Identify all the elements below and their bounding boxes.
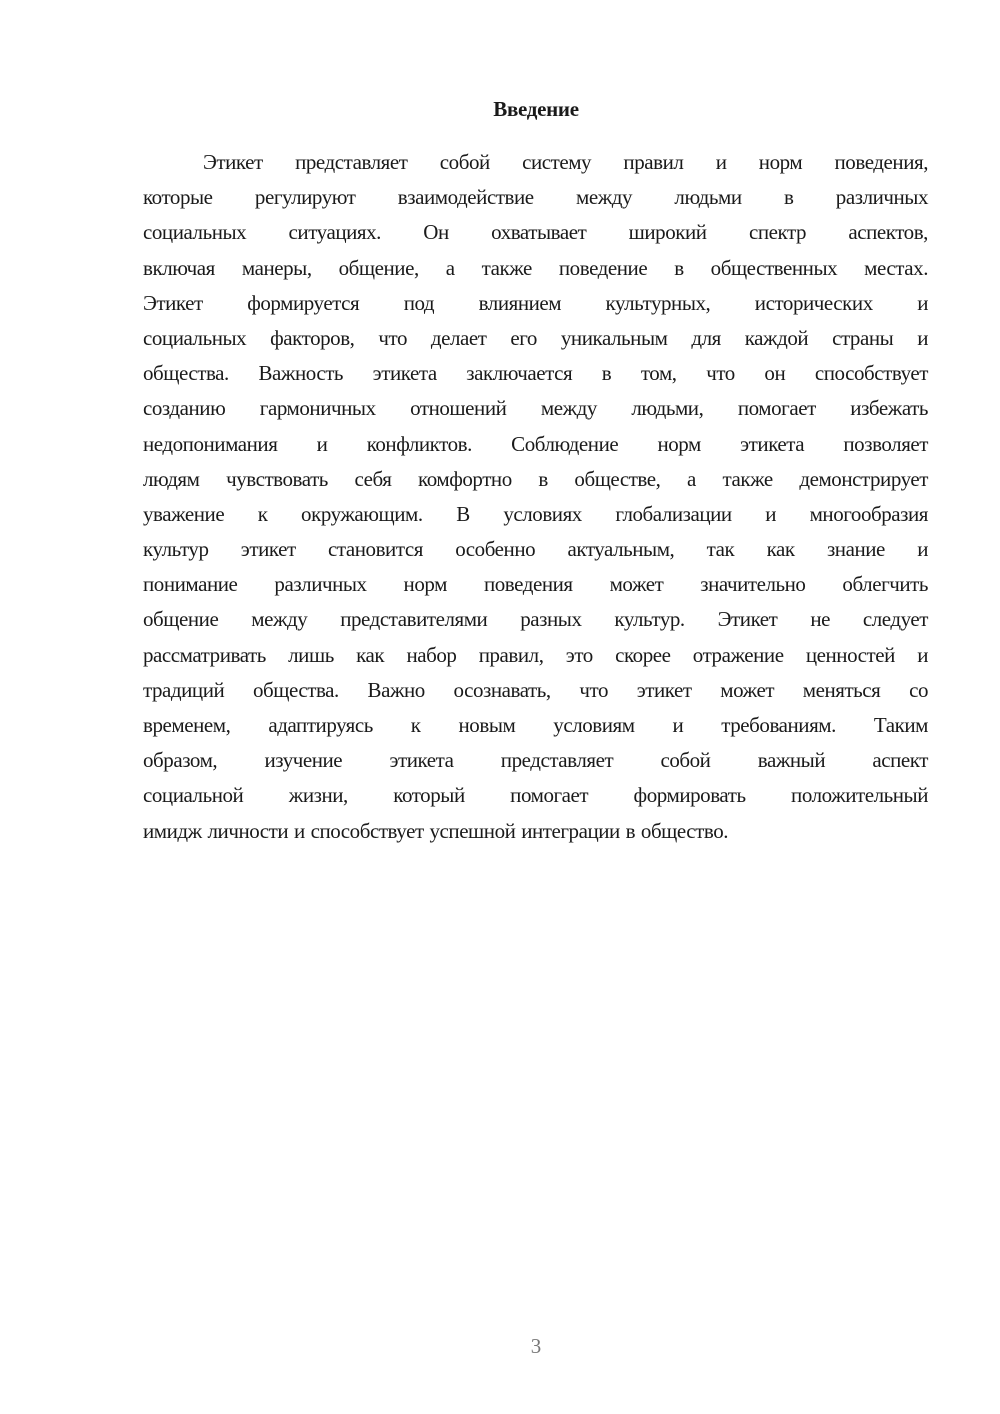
- text-line: временем, адаптируясь к новым условиям и требованиям. Таким: [143, 713, 928, 737]
- text-line: которые регулируют взаимодействие между людьми в различных: [143, 185, 928, 210]
- text-line: культур этикет становится особенно актуальным, так как знание и: [143, 537, 928, 562]
- text-line: включая манеры, общение, а также поведение в общественных местах.: [143, 255, 928, 280]
- text-line: рассматривать лишь как набор правил, это скорее отражение ценностей и: [143, 642, 928, 667]
- text-line: понимание различных норм поведения может значительно облегчить: [143, 572, 928, 597]
- text-line: социальных факторов, что делает его уникальным для каждой страны и: [143, 325, 928, 350]
- text-line: общества. Важность этикета заключается в том, что он способствует: [143, 361, 928, 386]
- text-line: Этикет формируется под влиянием культурных, исторических и: [143, 290, 928, 315]
- section-heading: Введение: [493, 97, 579, 121]
- paragraph: [143, 145, 928, 849]
- text-line: социальных ситуациях. Он охватывает широкий спектр аспектов,: [143, 220, 928, 245]
- page-number: 3: [530, 1334, 542, 1358]
- text-line: Этикет представляет собой систему правил и норм поведения,: [203, 150, 928, 174]
- text-line: общение между представителями разных культур. Этикет не следует: [143, 607, 928, 632]
- text-line: созданию гармоничных отношений между людьми, помогает избежать: [143, 396, 928, 421]
- text-line: уважение к окружающим. В условиях глобализации и многообразия: [143, 501, 928, 526]
- text-line: имидж личности и способствует успешной интеграции в общество.: [143, 818, 729, 843]
- text-line: социальной жизни, который помогает формировать положительный: [143, 783, 928, 808]
- text-line: недопонимания и конфликтов. Соблюдение норм этикета позволяет: [143, 431, 928, 456]
- text-line: образом, изучение этикета представляет собой важный аспект: [143, 748, 928, 773]
- text-line: людям чувствовать себя комфортно в обществе, а также демонстрирует: [143, 466, 928, 491]
- text-line: традиций общества. Важно осознавать, что этикет может меняться со: [143, 677, 928, 702]
